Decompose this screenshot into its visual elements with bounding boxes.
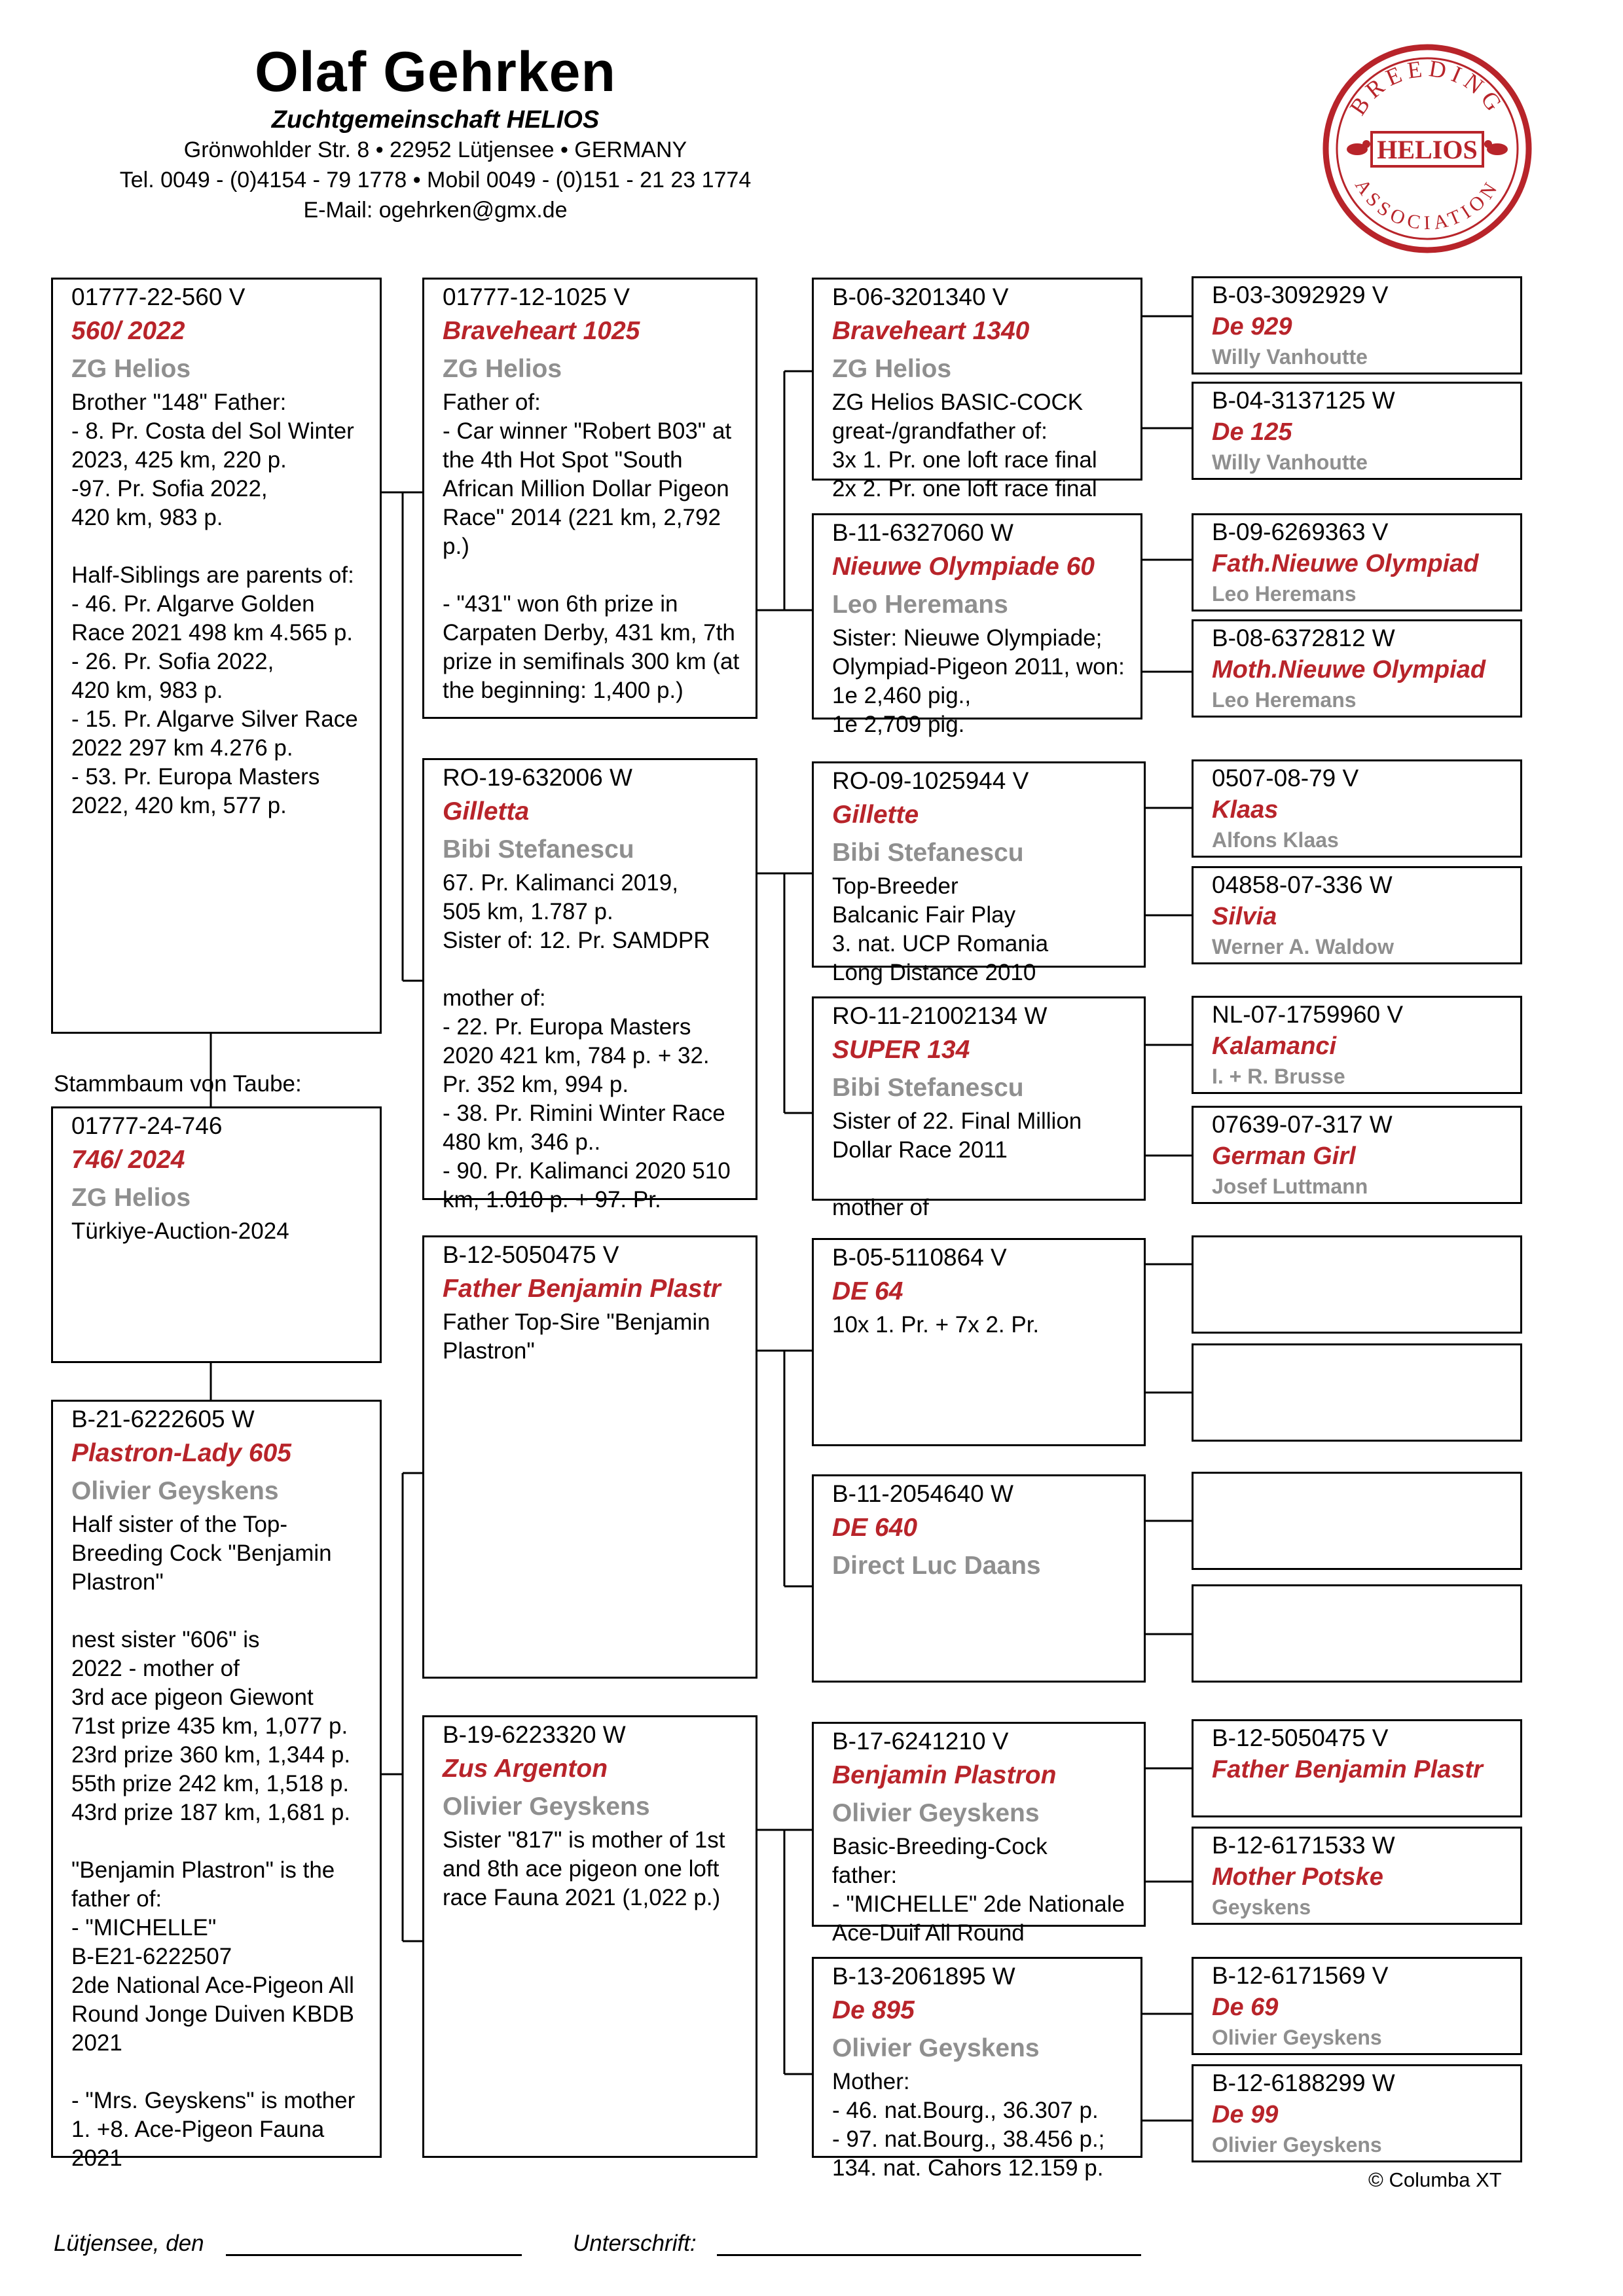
breeder: Olivier Geyskens	[1212, 2026, 1382, 2049]
gen4-card-empty	[1192, 1584, 1522, 1683]
pigeon-name: 560/ 2022	[71, 317, 185, 345]
pigeon-info: 10x 1. Pr. + 7x 2. Pr.	[832, 1312, 1040, 1338]
breeder: ZG Helios	[443, 355, 562, 383]
ring-number: B-03-3092929 V	[1212, 282, 1389, 308]
ring-number: B-11-2054640 W	[832, 1480, 1013, 1507]
gen4-card	[1192, 1957, 1522, 2055]
pigeon-name: Father Benjamin Plastr	[1212, 1756, 1483, 1783]
breeder: Geyskens	[1212, 1895, 1311, 1919]
breeder-phone: Tel. 0049 - (0)4154 - 79 1778 • Mobil 0049 - (0)151 - 21 23 1774	[119, 168, 752, 192]
breeder: ZG Helios	[71, 1184, 191, 1212]
gen4-card	[1192, 1106, 1522, 1204]
ring-number: B-21-6222605 W	[71, 1406, 255, 1432]
pigeon-name: DE 64	[832, 1277, 903, 1305]
breeder: I. + R. Brusse	[1212, 1065, 1345, 1088]
pigeon-info: Türkiye-Auction-2024	[71, 1218, 289, 1244]
breeder: Bibi Stefanescu	[443, 835, 634, 864]
pigeon-name: Mother Potske	[1212, 1863, 1383, 1891]
ring-number: B-12-6171569 V	[1212, 1962, 1389, 1989]
gen4-card	[1192, 1719, 1522, 1817]
pigeon-name: Plastron-Lady 605	[71, 1439, 291, 1467]
ring-number: B-17-6241210 V	[832, 1728, 1009, 1755]
gen3-card	[812, 1238, 1146, 1446]
pigeon-info: Basic-Breeding-Cock father: - "MICHELLE" 2de Nationale Ace-Duif All Round	[832, 1834, 1125, 1946]
breeder: Direct Luc Daans	[832, 1552, 1041, 1580]
pigeon-info: Mother: - 46. nat.Bourg., 36.307 p. - 97. nat.Bourg., 38.456 p.; 134. nat. Cahors 12.159 p.	[832, 2069, 1105, 2181]
gen2-card	[422, 1235, 757, 1679]
pigeon-info: 67. Pr. Kalimanci 2019, 505 km, 1.787 p. Sister of: 12. Pr. SAMDPR mother of: - 22. Pr. Europa Masters 2020 421 km, 784 p. + 32. Pr. 352 km, 994 p. - 38. Pr. Rimini Winter Race 480 km, 346 p.. - 90. Pr. Kalimanci 2020 510 km, 1.010 p. + 97. Pr.	[443, 870, 731, 1212]
place-date-line[interactable]	[226, 2254, 522, 2256]
gen4-card-empty	[1192, 1235, 1522, 1334]
breeder: Leo Heremans	[1212, 582, 1357, 606]
ring-number: B-08-6372812 W	[1212, 625, 1395, 651]
ring-number: RO-09-1025944 V	[832, 767, 1029, 794]
pigeon-name: German Girl	[1212, 1142, 1356, 1170]
pigeon-info: Father Top-Sire "Benjamin Plastron"	[443, 1309, 710, 1364]
pigeon-name: De 929	[1212, 313, 1292, 340]
ring-number: 04858-07-336 W	[1212, 871, 1393, 898]
ring-number: B-12-5050475 V	[443, 1241, 619, 1268]
pigeon-name: Nieuwe Olympiade 60	[832, 553, 1095, 581]
signature-line[interactable]	[717, 2254, 1141, 2256]
pigeon-name: Moth.Nieuwe Olympiad	[1212, 656, 1486, 683]
pigeon-name: Silvia	[1212, 903, 1277, 930]
gen4-card	[1192, 619, 1522, 718]
gen3-card	[812, 761, 1146, 985]
subject-card	[51, 1106, 382, 1363]
ring-number: 01777-22-560 V	[71, 283, 246, 310]
pigeon-name: Fath.Nieuwe Olympiad	[1212, 550, 1479, 577]
breeder-address: Grönwohlder Str. 8 • 22952 Lütjensee • GERMANY	[183, 137, 687, 162]
breeder: Olivier Geyskens	[443, 1793, 650, 1821]
subject-label: Stammbaum von Taube:	[54, 1071, 302, 1097]
ring-number: B-19-6223320 W	[443, 1721, 626, 1748]
pigeon-name: De 99	[1212, 2101, 1279, 2128]
gen2-card	[422, 1715, 757, 2158]
breeder: Alfons Klaas	[1212, 828, 1339, 852]
pigeon-name: Braveheart 1025	[443, 317, 640, 345]
pigeon-name: Kalamanci	[1212, 1032, 1337, 1060]
gen4-card	[1192, 1827, 1522, 1925]
place-date-label: Lütjensee, den	[54, 2231, 204, 2256]
pigeon-name: Benjamin Plastron	[832, 1761, 1057, 1789]
pigeon-name: De 69	[1212, 1994, 1279, 2021]
ring-number: B-12-6171533 W	[1212, 1832, 1395, 1859]
breeder: Olivier Geyskens	[1212, 2133, 1382, 2157]
gen2-card	[422, 758, 757, 1212]
ring-number: 01777-12-1025 V	[443, 283, 630, 310]
ring-number: RO-11-21002134 W	[832, 1002, 1048, 1029]
gen2-card	[422, 278, 757, 719]
breeder-email: E-Mail: ogehrken@gmx.de	[303, 198, 568, 223]
ring-number: 07639-07-317 W	[1212, 1111, 1393, 1138]
breeder: Leo Heremans	[832, 591, 1008, 619]
pigeon-name: Gilletta	[443, 797, 530, 826]
mother-card	[51, 1400, 382, 2171]
pigeon-name: 746/ 2024	[71, 1146, 185, 1174]
pigeon-info: Brother "148" Father: - 8. Pr. Costa del Sol Winter 2023, 425 km, 220 p. -97. Pr. Sofia 2022, 420 km, 983 p. Half-Siblings are parents of: - 46. Pr. Algarve Golden Race 2021 498 km 4.565 p. - 26. Pr. Sofia 2022, 420 km, 983 p. - 15. Pr. Algarve Silver Race 2022 297 km 4.276 p. - 53. Pr. Europa Masters 2022, 420 km, 577 p.	[71, 390, 358, 818]
pigeon-name: Father Benjamin Plastr	[443, 1275, 721, 1303]
gen4-card	[1192, 996, 1522, 1094]
breeder: Willy Vanhoutte	[1212, 450, 1368, 474]
pigeon-name: De 125	[1212, 418, 1292, 446]
ring-number: 0507-08-79 V	[1212, 765, 1359, 792]
gen3-card	[812, 996, 1146, 1220]
breeder-club: Zuchtgemeinschaft HELIOS	[271, 106, 600, 134]
pigeon-name: SUPER 134	[832, 1036, 970, 1064]
pigeon-info: Sister "817" is mother of 1st and 8th ace pigeon one loft race Fauna 2021 (1,022 p.)	[443, 1827, 725, 1910]
gen3-card	[812, 513, 1142, 737]
pigeon-info: Sister: Nieuwe Olympiade; Olympiad-Pigeon 2011, won: 1e 2,460 pig., 1e 2,709 pig.	[832, 625, 1125, 737]
ring-number: B-12-6188299 W	[1212, 2069, 1395, 2096]
ring-number: B-09-6269363 V	[1212, 519, 1389, 545]
breeder: ZG Helios	[71, 355, 191, 383]
gen4-card	[1192, 759, 1522, 858]
breeder: Olivier Geyskens	[71, 1477, 279, 1505]
seal-bottom-text: ASSOCIATION	[1351, 175, 1504, 234]
copyright: © Columba XT	[1368, 2168, 1502, 2191]
breeder: Leo Heremans	[1212, 688, 1357, 712]
gen4-card	[1192, 276, 1522, 374]
signature-label: Unterschrift:	[573, 2231, 697, 2256]
breeder: Bibi Stefanescu	[832, 839, 1024, 867]
gen3-card	[812, 1474, 1146, 1683]
breeder: Josef Luttmann	[1212, 1175, 1368, 1198]
gen4-card	[1192, 866, 1522, 964]
gen4-card-empty	[1192, 1472, 1522, 1570]
seal-top-text: BREEDING	[1344, 55, 1510, 120]
pigeon-info: Father of: - Car winner "Robert B03" at the 4th Hot Spot "South African Million Dollar Pigeon Race" 2014 (221 km, 2,792 p.) - "431" won 6th prize in Carpaten Derby, 431 km, 7th prize in semifinals 300 km (at the beginning: 1,400 p.)	[443, 390, 740, 703]
pigeon-name: Braveheart 1340	[832, 317, 1030, 345]
pigeon-name: DE 640	[832, 1514, 918, 1542]
gen4-card	[1192, 513, 1522, 611]
ring-number: B-12-5050475 V	[1212, 1724, 1389, 1751]
seal-center-text: HELIOS	[1377, 135, 1478, 164]
pigeon-info: Top-Breeder Balcanic Fair Play 3. nat. UCP Romania Long Distance 2010	[832, 873, 1049, 985]
gen3-card	[812, 1722, 1146, 1946]
ring-number: B-06-3201340 V	[832, 283, 1009, 310]
ring-number: B-05-5110864 V	[832, 1244, 1007, 1271]
ring-number: NL-07-1759960 V	[1212, 1001, 1404, 1028]
father-card	[51, 278, 382, 1034]
breeder: Werner A. Waldow	[1212, 935, 1394, 958]
pigeon-name: De 895	[832, 1996, 915, 2024]
ring-number: RO-19-632006 W	[443, 764, 632, 791]
ring-number: B-11-6327060 W	[832, 519, 1013, 546]
gen4-card	[1192, 382, 1522, 480]
breeder-name: Olaf Gehrken	[254, 41, 617, 103]
breeder: ZG Helios	[832, 355, 952, 383]
gen3-card	[812, 1957, 1142, 2181]
ring-number: B-04-3137125 W	[1212, 387, 1395, 414]
pigeon-name: Zus Argenton	[443, 1755, 608, 1783]
breeder: Bibi Stefanescu	[832, 1074, 1024, 1102]
pigeon-info: Half sister of the Top-Breeding Cock "Benjamin Plastron" nest sister "606" is 2022 - mother of 3rd ace pigeon Giewont 71st prize 435 km, 1,077 p. 23rd prize 360 km, 1,344 p. 55th prize 242 km, 1,518 p. 43rd prize 187 km, 1,681 p. "Benjamin Plastron" is the father of: - "MICHELLE" B-E21-6222507 2de National Ace-Pigeon All Round Jonge Duiven KBDB 2021 - "Mrs. Geyskens" is mother 1. +8. Ace-Pigeon Fauna 2021	[71, 1512, 356, 2171]
ring-number: 01777-24-746	[71, 1112, 223, 1139]
gen3-card	[812, 278, 1142, 501]
gen4-card-empty	[1192, 1343, 1522, 1442]
pigeon-info: ZG Helios BASIC-COCK great-/grandfather of: 3x 1. Pr. one loft race final 2x 2. Pr. one loft race final	[832, 390, 1097, 501]
breeder: Willy Vanhoutte	[1212, 345, 1368, 369]
pigeon-name: Klaas	[1212, 796, 1279, 824]
gen4-card	[1192, 2064, 1522, 2162]
ring-number: B-13-2061895 W	[832, 1963, 1015, 1990]
breeder: Olivier Geyskens	[832, 1799, 1040, 1827]
pigeon-name: Gillette	[832, 801, 919, 829]
pigeon-info: Sister of 22. Final Million Dollar Race 2011 mother of	[832, 1108, 1082, 1220]
breeder: Olivier Geyskens	[832, 2034, 1040, 2062]
